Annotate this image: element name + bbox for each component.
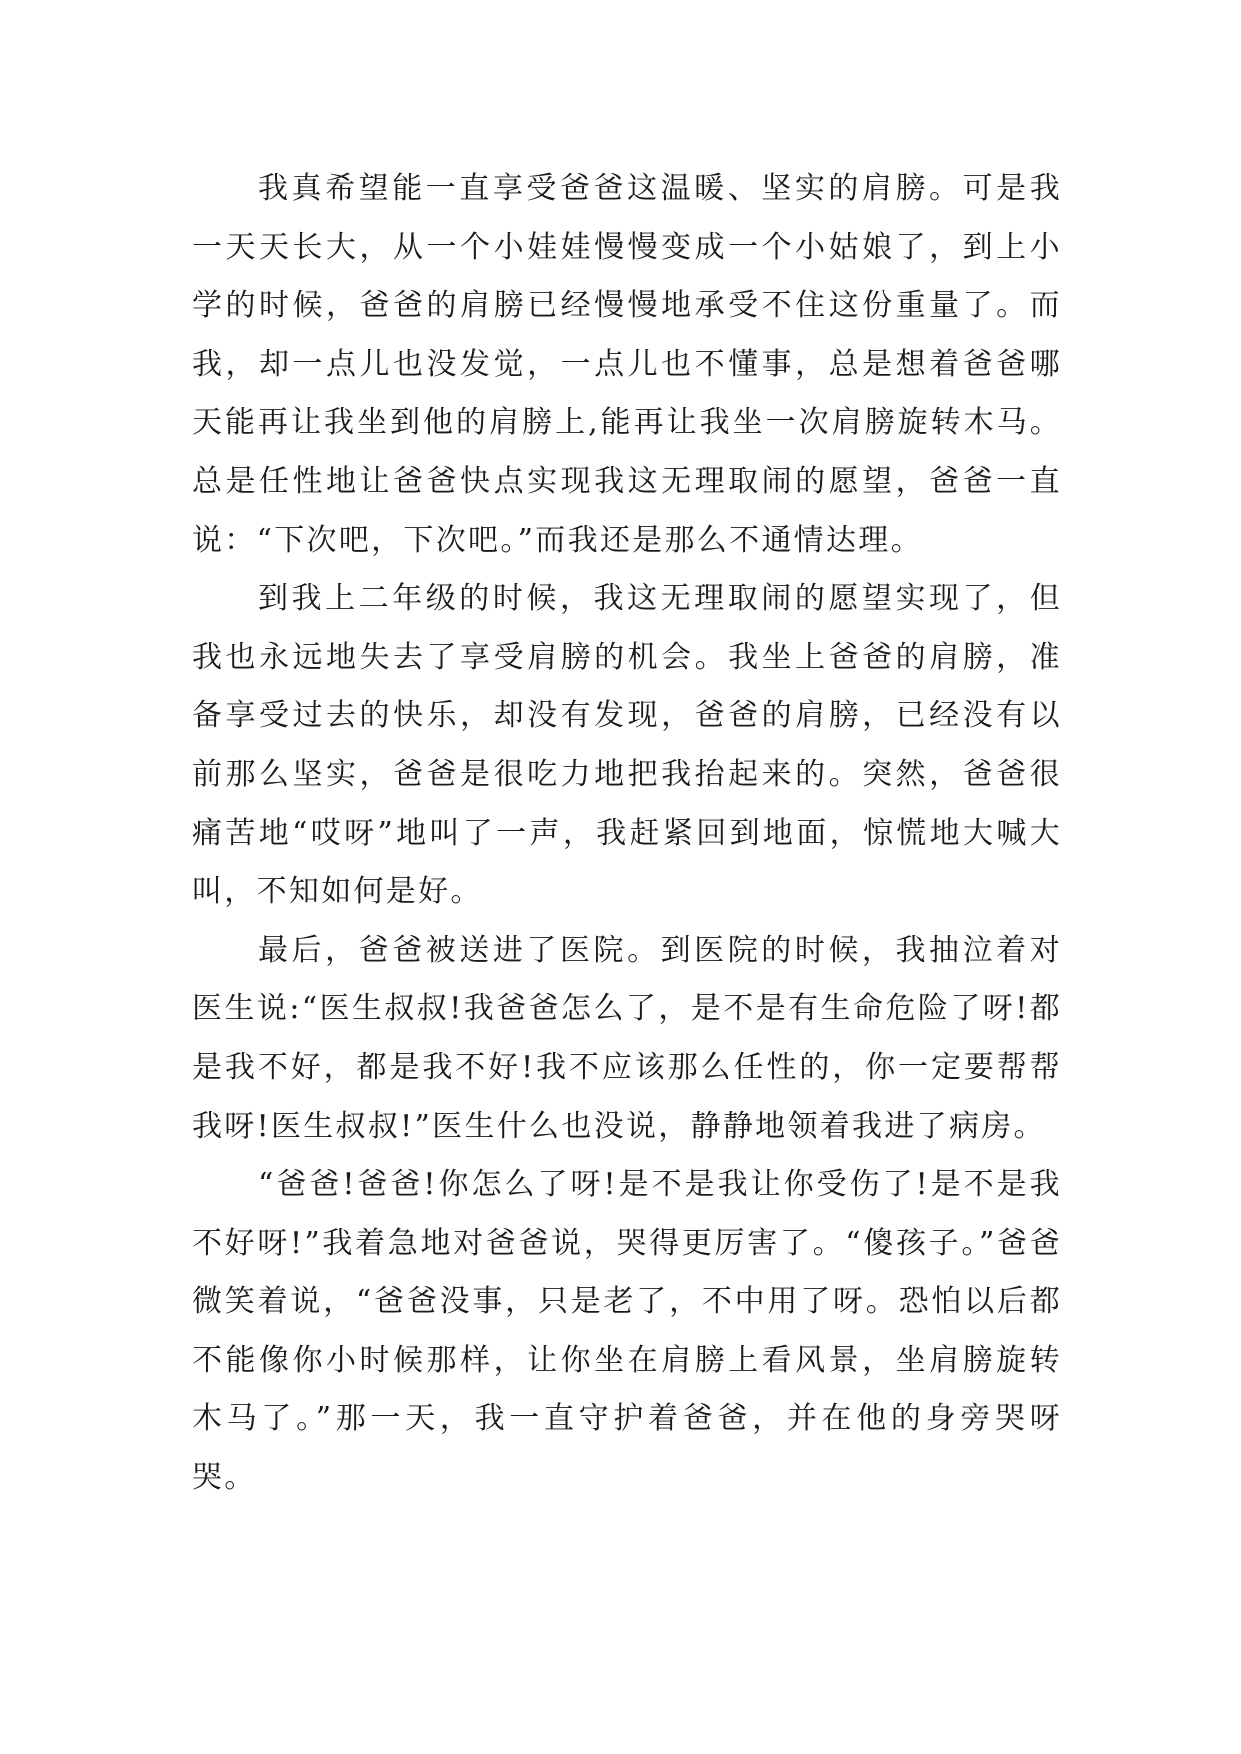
paragraph-2: 到我上二年级的时候，我这无理取闹的愿望实现了，但我也永远地失去了享受肩膀的机会。我坐上爸爸的肩膀，准备享受过去的快乐，却没有发现，爸爸的肩膀，已经没有以前那么坚实，爸爸是很吃力地把我抬起来的。突然，爸爸很痛苦地“哎呀”地叫了一声，我赶紧回到地面，惊慌地大喊大叫，不知如何是好。 [192, 581, 1062, 910]
paragraph-1: 我真希望能一直享受爸爸这温暖、坚实的肩膀。可是我一天天长大，从一个小娃娃慢慢变成一个小姑娘了，到上小学的时候，爸爸的肩膀已经慢慢地承受不住这份重量了。而我，却一点儿也没发觉，一点儿也不懂事，总是想着爸爸哪天能再让我坐到他的肩膀上,能再让我坐一次肩膀旋转木马。总是任性地让爸爸快点实现我这无理取闹的愿望，爸爸一直说：“下次吧，下次吧。”而我还是那么不通情达理。 [192, 171, 1062, 558]
paragraph-3: 最后，爸爸被送进了医院。到医院的时候，我抽泣着对医生说:“医生叔叔!我爸爸怎么了，是不是有生命危险了呀!都是我不好，都是我不好!我不应该那么任性的，你一定要帮帮我呀!医生叔叔!”医生什么也没说，静静地领着我进了病房。 [192, 932, 1062, 1144]
document-body [192, 160, 1062, 1508]
paragraph-4: “爸爸!爸爸!你怎么了呀!是不是我让你受伤了!是不是我不好呀!”我着急地对爸爸说，哭得更厉害了。“傻孩子。”爸爸微笑着说，“爸爸没事，只是老了，不中用了呀。恐怕以后都不能像你小时候那样，让你坐在肩膀上看风景，坐肩膀旋转木马了。”那一天，我一直守护着爸爸，并在他的身旁哭呀哭。 [192, 1167, 1062, 1496]
